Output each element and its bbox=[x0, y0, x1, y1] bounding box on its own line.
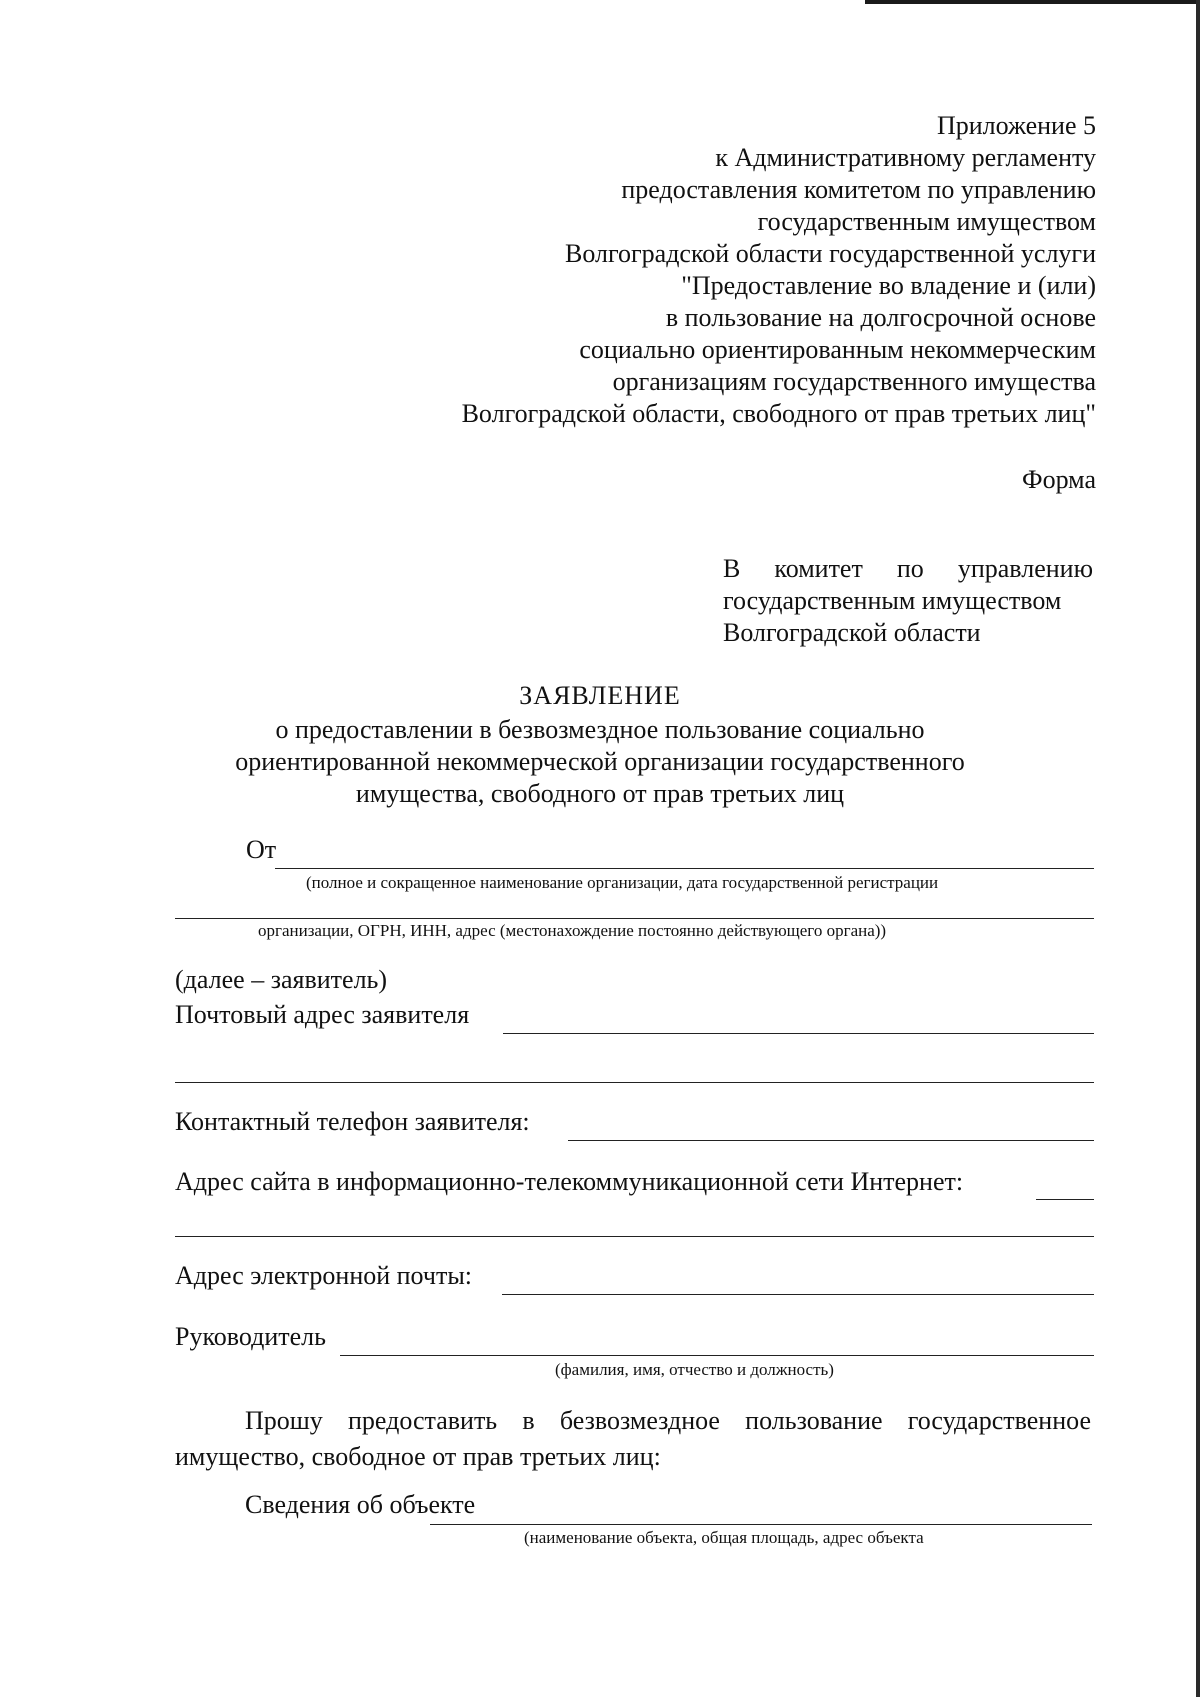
appendix-line: в пользование на долгосрочной основе bbox=[665, 303, 1096, 332]
request-paragraph bbox=[175, 1403, 1091, 1475]
title-subtitle-line: ориентированной некоммерческой организации государственного bbox=[235, 747, 965, 776]
appendix-line: социально ориентированным некоммерческим bbox=[579, 335, 1096, 364]
object-input-line[interactable] bbox=[430, 1524, 1092, 1525]
addressee-line: Волгоградской области bbox=[723, 618, 981, 647]
appendix-line: государственным имуществом bbox=[757, 207, 1096, 236]
from-hint-1: (полное и сокращенное наименование организации, дата государственной регистрации bbox=[306, 873, 939, 892]
website-label: Адрес сайта в информационно-телекоммуникационной сети Интернет: bbox=[175, 1167, 964, 1196]
from-input-line[interactable] bbox=[275, 868, 1094, 869]
email-label: Адрес электронной почты: bbox=[175, 1261, 473, 1290]
appendix-line: Волгоградской области, свободного от прав третьих лиц" bbox=[461, 399, 1096, 428]
email-input-line[interactable] bbox=[502, 1294, 1094, 1295]
appendix-header bbox=[462, 110, 1096, 430]
appendix-line: к Административному регламенту bbox=[715, 143, 1096, 172]
applicant-note: (далее – заявитель) bbox=[175, 965, 388, 994]
head-input-line[interactable] bbox=[340, 1355, 1094, 1356]
from-label: От bbox=[246, 835, 277, 864]
postal-address-input-line-2[interactable] bbox=[175, 1082, 1094, 1083]
appendix-line: "Предоставление во владение и (или) bbox=[681, 271, 1096, 300]
addressee-line: В комитет по управлению bbox=[723, 554, 1093, 583]
appendix-line: организациям государственного имущества bbox=[612, 367, 1096, 396]
postal-address-label: Почтовый адрес заявителя bbox=[175, 1000, 470, 1029]
phone-label: Контактный телефон заявителя: bbox=[175, 1107, 530, 1136]
addressee-line: государственным имуществом bbox=[723, 586, 1062, 615]
object-hint: (наименование объекта, общая площадь, адрес объекта bbox=[524, 1528, 924, 1547]
appendix-line: Приложение 5 bbox=[936, 111, 1096, 140]
application-title bbox=[150, 680, 1050, 810]
request-line-2: имущество, свободное от прав третьих лиц: bbox=[175, 1442, 661, 1471]
addressee-block bbox=[723, 553, 1093, 649]
head-hint: (фамилия, имя, отчество и должность) bbox=[555, 1360, 834, 1379]
form-label: Форма bbox=[1022, 465, 1096, 494]
website-input-line[interactable] bbox=[1036, 1199, 1094, 1200]
title-heading: ЗАЯВЛЕНИЕ bbox=[519, 681, 681, 710]
title-subtitle-line: о предоставлении в безвозмездное пользование социально bbox=[275, 715, 925, 744]
appendix-line: Волгоградской области государственной услуги bbox=[565, 239, 1096, 268]
appendix-line: предоставления комитетом по управлению bbox=[621, 175, 1096, 204]
from-hint-2: организации, ОГРН, ИНН, адрес (местонахождение постоянно действующего органа)) bbox=[258, 921, 887, 940]
website-input-line-2[interactable] bbox=[175, 1236, 1094, 1237]
postal-address-input-line[interactable] bbox=[503, 1033, 1094, 1034]
request-line-1: Прошу предоставить в безвозмездное пользование государственное bbox=[245, 1406, 1091, 1435]
scan-edge-top bbox=[865, 0, 1200, 4]
head-label: Руководитель bbox=[175, 1322, 326, 1351]
from-input-line-2[interactable] bbox=[175, 918, 1094, 919]
object-label: Сведения об объекте bbox=[245, 1490, 476, 1519]
scan-edge-right bbox=[1196, 0, 1200, 1697]
title-subtitle-line: имущества, свободного от прав третьих лиц bbox=[355, 779, 845, 808]
phone-input-line[interactable] bbox=[568, 1140, 1094, 1141]
